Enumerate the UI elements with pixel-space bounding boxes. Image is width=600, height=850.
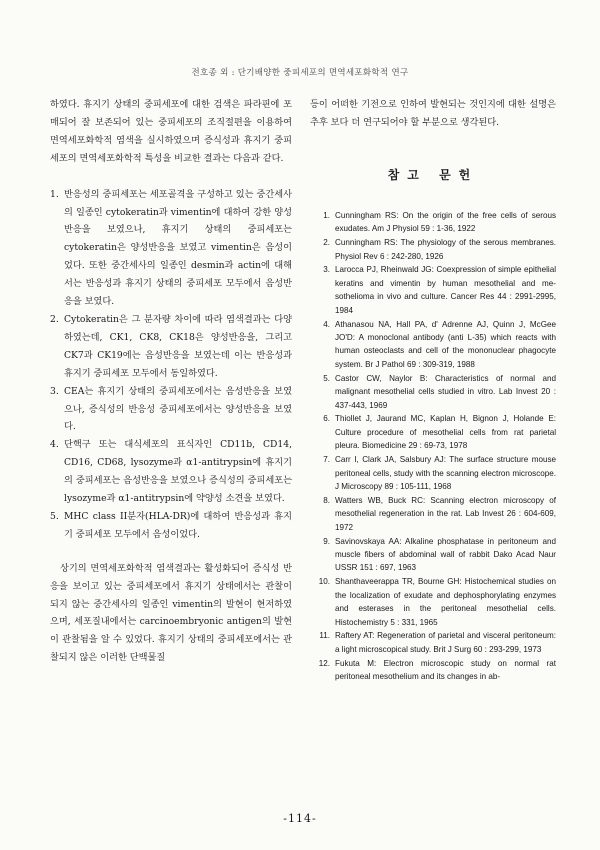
reference-item: 2. Cunningham RS: The physiology of the serous membranes. Physiol Rev 6 : 242-280, 1926: [323, 238, 556, 261]
finding-item: 3. CEA는 휴지기 상태의 중피세포에서는 음성반응을 보였으나, 증식성의 반응성 중피세포에서는 양성반응을 보였다.: [50, 385, 292, 433]
reference-item: 1. Cunningham RS: On the origin of the free cells of serous exudates. Am J Physiol 59 : 1-36, 1922: [323, 210, 556, 234]
page-number: -114-: [283, 812, 317, 825]
finding-item: 4. 단핵구 또는 대식세포의 표식자인 CD11b, CD14, CD16, CD68, lysozyme과 α1-antitrypsin에 휴지기의 중피세포는 음성반응을 보였으나 증식성의 중피세포는 lysozyme과 α1-antitrypsin에 약양성 소견을 보였다.: [50, 439, 292, 505]
closing-paragraph: 상기의 면역세포화학적 염색결과는 활성화되어 증식성 반응을 보이고 있는 중피세포에서 휴지기 상태에서는 관찰이 되지 않는 중간세사의 일종인 vimentin의 발현이 현저하였으며, 세포질내에서는 carcinoembryonic antigen의 발현이 관찰됨을 알 수 있었다. 휴지기 상태의 중피세포에서는 관찰되지 않은 이러한 단백물질: [50, 562, 292, 664]
reference-item: 9. Savinovskaya AA: Alkaline phosphatase in peritoneum and muscle fibers of abdominal wall of rabbit Dako Acad Naur USSR 151 : 697, 1963: [323, 536, 556, 573]
finding-item: 2. Cytokeratin은 그 분자량 차이에 따라 염색결과는 다양하였는데, CK1, CK8, CK18은 양성반응을, 그리고 CK7과 CK19에는 음성반응을 보였는데 이는 반응성과 휴지기 중피세포 모두에서 동일하였다.: [50, 313, 292, 379]
finding-item: 5. MHC class II분자(HLA-DR)에 대하여 반응성과 휴지기 중피세포 모두에서 음성이었다.: [50, 510, 292, 540]
right-column: [310, 96, 556, 684]
finding-item: 1. 반응성의 중피세포는 세포골격을 구성하고 있는 중간세사의 일종인 cytokeratin과 vimentin에 대하여 강한 양성반응을 보였으나, 휴지기 상태의 중피세포는 cytokeratin은 양성반응을 보였고 vimentin은 음성이었다. 또한 중간세사의 일종인 desmin과 actin에 대해서는 반응성과 휴지기 상태의 중피세포 모두에서 음성반응을 보였다.: [50, 188, 292, 308]
references-list: [310, 209, 556, 684]
reference-item: 8. Watters WB, Buck RC: Scanning electron microscopy of mesothelial regeneration in the rat. Lab Invest 26 : 604-609, 1972: [323, 495, 556, 532]
intro-paragraph: 하였다. 휴지기 상태의 중피세포에 대한 검색은 파라핀에 포매되어 잘 보존되어 있는 중피세포의 조직절편을 이용하여 면역세포화학적 염색을 실시하였으며 증식성과 휴지기 중피세포의 면역세포화학적 특성을 비교한 결과는 다음과 같다.: [50, 99, 292, 164]
references-title: 참고 문헌: [387, 167, 479, 182]
findings-list: [50, 186, 292, 544]
reference-item: 7. Carr I, Clark JA, Salsbury AJ: The surface structure mouse peritoneal cells, study with the scanning electron microscope. J Microscopy 89 : 105-111, 1968: [323, 455, 556, 491]
reference-item: 6. Thiollet J, Jaurand MC, Kaplan H, Bignon J, Holande E: Culture procedure of mesothelial cells from rat parietal pleura. Biomedicine 29 : 69-73, 1978: [323, 414, 556, 451]
reference-item: 4. Athanasou NA, Hall PA, d' Adrenne AJ, Quinn J, McGee JO'D: A monoclonal antibody (anti L-35) which reacts with human osteoclasts and cell of the mononuclear phagocyte system. Br J Pathol 69 : 309-319, 1988: [323, 319, 556, 369]
running-header: 전호종 외 : 단기배양한 중피세포의 면역세포화학적 연구: [191, 68, 409, 78]
left-column: [50, 96, 292, 667]
reference-item: 11. Raftery AT: Regeneration of parietal and visceral peritoneum: a light microscopical study. Brit J Surg 60 : 293-299, 1973: [319, 631, 556, 654]
reference-item: 12. Fukuta M: Electron microscopic study on normal rat peritoneal mesothelium and its changes in ab-: [318, 658, 556, 682]
continuation-paragraph: 등이 어떠한 기전으로 인하여 발현되는 것인지에 대한 설명은 추후 보다 더 연구되어야 할 부분으로 생각된다.: [310, 99, 556, 128]
reference-item: 5. Castor CW, Naylor B: Characteristics of normal and malignant mesothelial cells studied in vitro. Lab Invest 20 : 437-443, 1969: [323, 373, 556, 410]
reference-item: 3. Larocca PJ, Rheinwald JG: Coexpression of simple epithelial keratins and vimentin by human mesothelial and me- sothelioma in vivo and culture. Cancer Res 44 : 2991-2995, 1984: [323, 265, 556, 315]
reference-item: 10. Shanthaveerappa TR, Bourne GH: Histochemical studies on the localization of exudate and dephosphorylating enzymes and esterases in the peritoneal mesothelial cells. Histochemistry 5 : 331, 1965: [318, 577, 556, 627]
